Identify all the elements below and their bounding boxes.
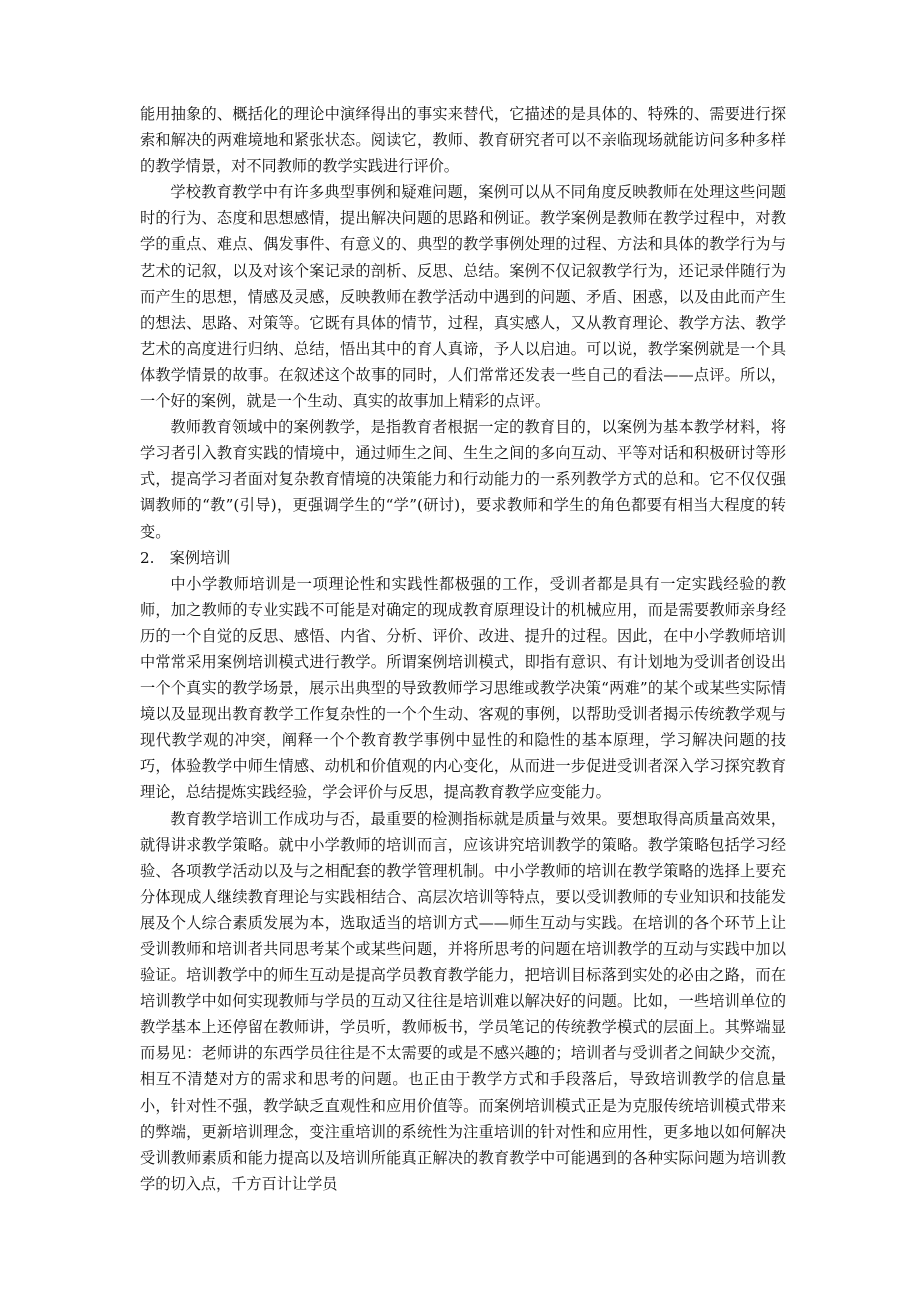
paragraph-3: 教师教育领域中的案例教学，是指教育者根据一定的教育目的，以案例为基本教学材料，将学习者引入教育实践的情境中，通过师生之间、生生之间的多向互动、平等对话和积极研讨等形式，提高学习者面对复杂教育情境的决策能力和行动能力的一系列教学方式的总和。它不仅仅强调教师的“教”(引导)，更强调学生的“学”(研讨)，要求教师和学生的角色都要有相当大程度的转变。 — [140, 418, 786, 541]
paragraph-2: 学校教育教学中有许多典型事例和疑难问题，案例可以从不同角度反映教师在处理这些问题时的行为、态度和思想感情，提出解决问题的思路和例证。教学案例是教师在教学过程中，对教学的重点、难点、偶发事件、有意义的、典型的教学事例处理的过程、方法和具体的教学行为与艺术的记叙，以及对该个案记录的剖析、反思、总结。案例不仅记叙教学行为，还记录伴随行为而产生的思想，情感及灵感，反映教师在教学活动中遇到的问题、矛盾、困惑，以及由此而产生的想法、思路、对策等。它既有具体的情节，过程，真实感人，又从教育理论、教学方法、教学艺术的高度进行归纳、总结，悟出其中的育人真谛，予人以启迪。可以说，教学案例就是一个具体教学情景的故事。在叙述这个故事的同时，人们常常还发表一些自己的看法——点评。所以，一个好的案例，就是一个生动、真实的故事加上精彩的点评。 — [140, 183, 786, 411]
paragraph-5: 教育教学培训工作成功与否，最重要的检测指标就是质量与效果。要想取得高质量高效果，就得讲求教学策略。就中小学教师的培训而言，应该讲究培训教学的策略。教学策略包括学习经验、各项教学活动以及与之相配套的教学管理机制。中小学教师的培训在教学策略的选择上要充分体现成人继续教育理论与实践相结合、高层次培训等特点，要以受训教师的专业知识和技能发展及个人综合素质发展为本，选取适当的培训方式——师生互动与实践。在培训的各个环节上让受训教师和培训者共同思考某个或某些问题，并将所思考的问题在培训教学的互动与实践中加以验证。培训教学中的师生互动是提高学员教育教学能力，把培训目标落到实处的必由之路，而在培训教学中如何实现教师与学员的互动又往往是培训难以解决好的问题。比如，一些培训单位的教学基本上还停留在教师讲，学员听，教师板书，学员笔记的传统教学模式的层面上。其弊端显而易见：老师讲的东西学员往往是不太需要的或是不感兴趣的；培训者与受训者之间缺少交流，相互不清楚对方的需求和思考的问题。也正由于教学方式和手段落后，导致培训教学的信息量小，针对性不强，教学缺乏直观性和应用价值等。而案例培训模式正是为克服传统培训模式带来的弊端，更新培训理念，变注重培训的系统性为注重培训的针对性和应用性，更多地以如何解决受训教师素质和能力提高以及培训所能真正解决的教育教学中可能遇到的各种实际问题为培训教学的切入点，千方百计让学员 — [140, 809, 786, 1193]
section-heading: 2. 案例培训 — [140, 548, 231, 567]
paragraph-4: 中小学教师培训是一项理论性和实践性都极强的工作，受训者都是具有一定实践经验的教师，加之教师的专业实践不可能是对确定的现成教育原理设计的机械应用，而是需要教师亲身经历的一个自觉的反思、感悟、内省、分析、评价、改进、提升的过程。因此，在中小学教师培训中常常采用案例培训模式进行教学。所谓案例培训模式，即指有意识、有计划地为受训者创设出一个个真实的教学场景，展示出典型的导致教师学习思维或教学决策“两难”的某个或某些实际情境以及显现出教育教学工作复杂性的一个个生动、客观的事例，以帮助受训者揭示传统教学观与现代教学观的冲突，阐释一个个教育教学事例中显性的和隐性的基本原理，学习解决问题的技巧，体验教学中师生情感、动机和价值观的内心变化，从而进一步促进受训者深入学习探究教育理论，总结提炼实践经验，学会评价与反思，提高教育教学应变能力。 — [140, 574, 786, 802]
paragraph-1: 能用抽象的、概括化的理论中演绎得出的事实来替代，它描述的是具体的、特殊的、需要进行探索和解决的两难境地和紧张状态。阅读它，教师、教育研究者可以不亲临现场就能访问多种多样的教学情景，对不同教师的教学实践进行评价。 — [140, 105, 786, 176]
document-page — [140, 101, 786, 1197]
